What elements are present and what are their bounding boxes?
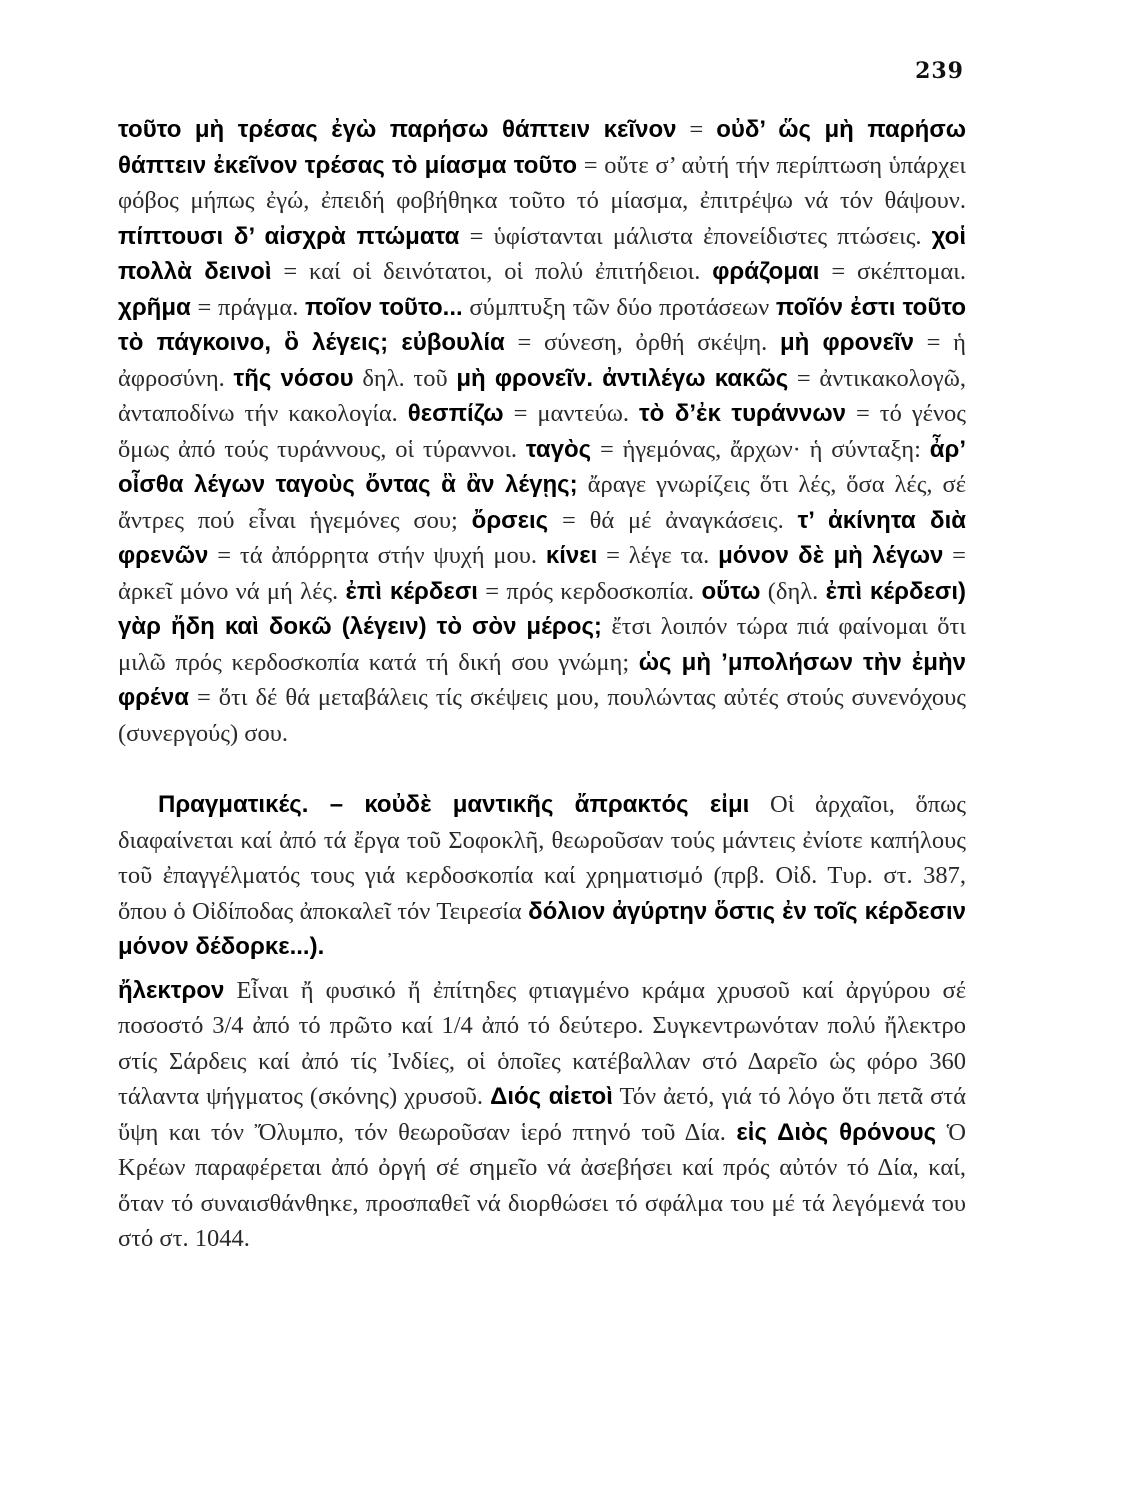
- lemma-term: ἆρ’ οἶσθα λέγων ταγοὺς ὄντας ἃ ἂν λέγῃς;: [118, 435, 966, 498]
- lemma-term: φράζομαι: [712, 258, 820, 285]
- lemma-term: κίνει: [545, 542, 598, 569]
- gloss-text: = σύνεση, ὀρθή σκέψη.: [504, 329, 780, 356]
- gloss-text: = ἀρκεῖ μόνο νά μή λές.: [118, 542, 966, 605]
- lemma-term: θεσπίζω: [407, 400, 504, 427]
- paragraph-elektron: [118, 973, 966, 1257]
- gloss-text: = λέγε τα.: [597, 542, 719, 569]
- lemma-term: ὡς μὴ ’μπολήσων τὴν ἐμὴν φρένα: [118, 648, 966, 711]
- gloss-text: Ὁ Κρέων παραφέρεται ἀπό ὀργή σέ σημεῖο νά ἀσεβήσει καί πρός αὐτόν τό Δία, καί, ὅταν τό συναισθάνθηκε, προσπαθεῖ νά διορθώσει τό σφάλμα του μέ τά λεγόμενά του στό στ. 1044.: [118, 1118, 967, 1252]
- paragraph-pragmatikes: [118, 787, 966, 965]
- lemma-term: χρῆμα: [118, 293, 191, 321]
- lemma-term: μόνον δὲ μὴ λέγων: [718, 542, 944, 569]
- gloss-text: = τό γένος ὅμως ἀπό τούς τυράννους, οἱ τύραννοι.: [118, 400, 966, 463]
- gloss-text: (δηλ.: [760, 577, 826, 605]
- lemma-term: ποῖόν ἐστι τοῦτο τὸ πάγκοινο, ὃ λέγεις; εὐβουλία: [118, 293, 966, 356]
- gloss-text: = ἀντικακολογῶ, ἀνταποδίνω τήν κακολογία.: [118, 364, 966, 427]
- lemma-term: Διός αἰετοὶ: [490, 1083, 613, 1110]
- lemma-term: οὕτω: [701, 577, 761, 605]
- lemma-term: τ’ ἀκίνητα διὰ φρενῶν: [118, 506, 966, 569]
- gloss-text: = ἡγεμόνας, ἄρχων· ἡ σύνταξη:: [591, 435, 930, 463]
- gloss-text: = πράγμα.: [190, 293, 306, 321]
- gloss-text: = ὑφίστανται μάλιστα ἐπονείδιστες πτώσεις.: [459, 222, 932, 250]
- gloss-text: = μαντεύω.: [503, 400, 639, 427]
- gloss-text: σύμπτυξη τῶν δύο προτάσεων: [462, 293, 776, 321]
- gloss-text: = πρός κερδοσκοπία.: [477, 577, 702, 605]
- gloss-text: = ἡ ἀφροσύνη.: [118, 329, 966, 392]
- gloss-text: = καί οἱ δεινότατοι, οἱ πολύ ἐπιτήδειοι.: [271, 258, 713, 285]
- lemma-term: ποῖον τοῦτο...: [305, 293, 463, 321]
- lemma-term: τὸ δ’ἐκ τυράννων: [638, 400, 846, 427]
- lemma-term: ἐπὶ κέρδεσι: [345, 577, 478, 605]
- lemma-term: ἐπὶ κέρδεσι) γὰρ ἤδη καὶ δοκῶ (λέγειν) τὸ σὸν μέρος;: [118, 577, 966, 640]
- lemma-term: μὴ φρονεῖν. ἀντιλέγω κακῶς: [456, 364, 789, 392]
- gloss-text: Εἶναι ἤ φυσικό ἤ ἐπίτηδες φτιαγμένο κράμα χρυσοῦ καί ἀργύρου σέ ποσοστό 3/4 ἀπό τό πρῶτο καί 1/4 ἀπό τό δεύτερο. Συγκεντρωνόταν πολύ ἤλεκτρο στίς Σάρδεις καί ἀπό τίς Ἰνδίες, οἱ ὁποῖες κατέβαλλαν στό Δαρεῖο ὡς φόρο 360 τάλαντα ψήγματος (σκόνης) χρυσοῦ.: [118, 976, 966, 1110]
- gloss-text: Τόν ἀετό, γιά τό λόγο ὅτι πετᾶ στά ὕψη και τόν Ὄλυμπο, τόν θεωροῦσαν ἱερό πτηνό τοῦ Δία.: [118, 1083, 966, 1146]
- page-body: [118, 112, 966, 1257]
- gloss-text: ἔτσι λοιπόν τώρα πιά φαίνομαι ὅτι μιλῶ πρός κερδοσκοπία κατά τή δική σου γνώμη;: [118, 613, 966, 676]
- gloss-text: = οὔτε σ’ αὐτή τήν περίπτωση ὑπάρχει φόβος μήπως ἐγώ, ἐπειδή φοβήθηκα τοῦτο τό μίασμα, ἐπιτρέψω νά τόν θάψουν.: [118, 151, 966, 214]
- lemma-term: πίπτουσι δ’ αἰσχρὰ πτώματα: [118, 222, 460, 250]
- lemma-term: οὐδ’ ὥς μὴ παρήσω θάπτειν ἐκεῖνον τρέσας τὸ μίασμα τοῦτο: [118, 116, 967, 179]
- lemma-term: τῆς νόσου: [233, 364, 354, 392]
- lemma-term: εἰς Διὸς θρόνους: [736, 1118, 937, 1146]
- lemma-term: ἤλεκτρον: [118, 976, 225, 1004]
- gloss-text: = τά ἀπόρρητα στήν ψυχή μου.: [208, 542, 546, 569]
- lemma-term: ταγὸς: [525, 435, 592, 463]
- gloss-text: = ὅτι δέ θά μεταβάλεις τίς σκέψεις μου, πουλώντας αὐτές στούς συνενόχους (συνεργούς) σου.: [118, 684, 966, 747]
- gloss-text: = θά μέ ἀναγκάσεις.: [548, 506, 798, 534]
- lemma-term: ὄρσεις: [471, 506, 549, 534]
- lemma-term: Πραγματικές. – κοὐδὲ μαντικῆς ἄπρακτός εἰμι: [158, 791, 750, 818]
- lemma-term: τοῦτο μὴ τρέσας ἐγὼ παρήσω θάπτειν κεῖνον: [118, 116, 677, 143]
- lemma-term: δόλιον ἀγύρτην ὅστις ἐν τοῖς κέρδεσιν μόνον δέδορκε...).: [118, 897, 967, 960]
- gloss-text: δηλ. τοῦ: [353, 364, 457, 392]
- gloss-text: ἄραγε γνωρίζεις ὅτι λές, ὅσα λές, σέ ἄντρες πού εἶναι ἡγεμόνες σου;: [118, 471, 966, 534]
- gloss-text: Οἱ ἀρχαῖοι, ὅπως διαφαίνεται καί ἀπό τά ἔργα τοῦ Σοφοκλῆ, θεωροῦσαν τούς μάντεις ἐνίοτε καπήλους τοῦ ἐπαγγέλματός τους γιά κερδοσκοπία καί χρηματισμό (πρβ. Οἰδ. Τυρ. στ. 387, ὅπου ὁ Οἰδίποδας ἀποκαλεῖ τόν Τειρεσία: [118, 791, 966, 925]
- paragraph-commentary: [118, 112, 966, 751]
- lemma-term: χοἱ πολλὰ δεινοὶ: [118, 222, 967, 285]
- lemma-term: μὴ φρονεῖν: [779, 329, 914, 356]
- page-number: 239: [915, 58, 964, 84]
- gloss-text: = σκέπτομαι.: [819, 258, 966, 285]
- gloss-text: =: [676, 116, 717, 143]
